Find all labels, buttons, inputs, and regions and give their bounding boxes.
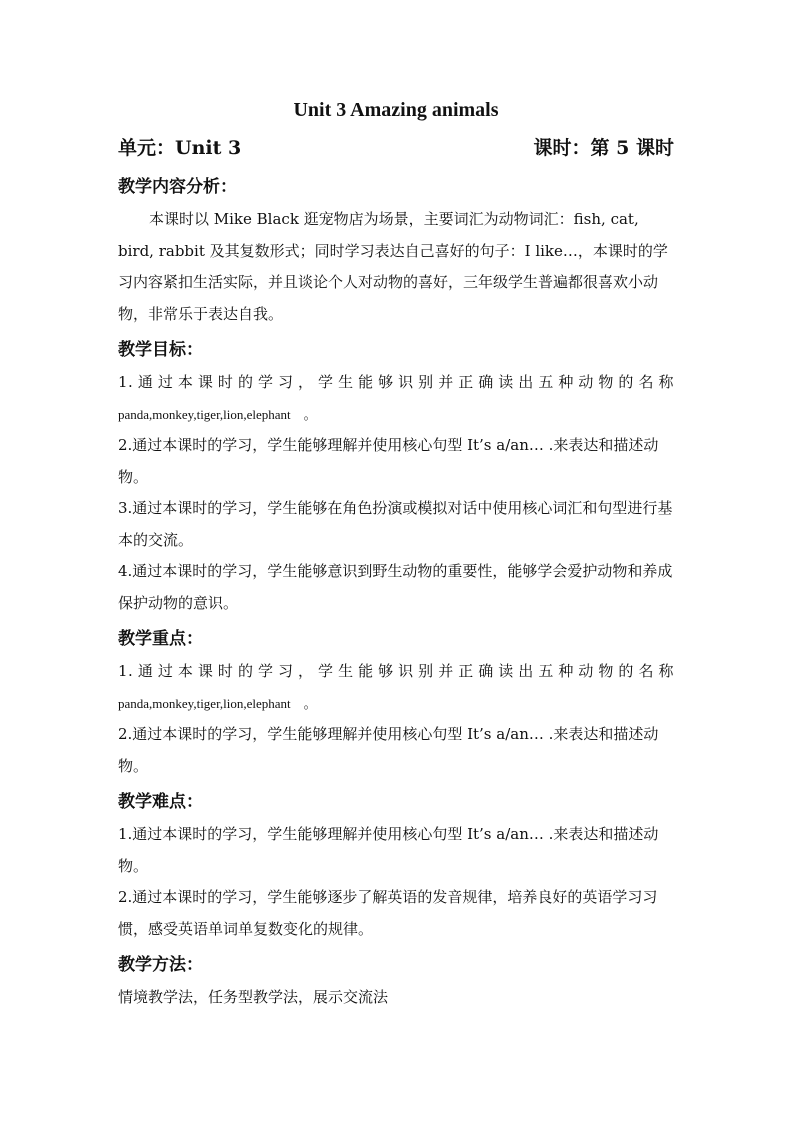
objective-1-line2: panda,monkey,tiger,lion,elephant 。: [118, 406, 317, 422]
heading-methods: 教学方法：: [118, 955, 203, 975]
unit-label: 单元：Unit 3: [118, 137, 242, 159]
objective-1-line1: 1.通过本课时的学习，学生能够识别并正确读出五种动物的名称: [118, 373, 674, 391]
document-title: Unit 3 Amazing animals: [293, 99, 499, 121]
key-point-2: 2.通过本课时的学习，学生能够理解并使用核心句型 It’s a/an… .来表达和描述动物。: [118, 725, 659, 775]
content-analysis-text: 本课时以 Mike Black 逛宠物店为场景，主要词汇为动物词汇：fish, cat, bird, rabbit 及其复数形式；同时学习表达自己喜好的句子：I like…，本课时的学习内容紧扣生活实际，并且谈论个人对动物的喜好，三年级学生普遍都很喜欢小动物，非常乐于表达自我。: [118, 210, 668, 323]
difficulty-1: 1.通过本课时的学习，学生能够理解并使用核心句型 It’s a/an… .来表达和描述动物。: [118, 825, 659, 875]
methods-text: 情境教学法，任务型教学法，展示交流法: [118, 988, 389, 1006]
document-body: [118, 170, 674, 1014]
key-point-1-line1: 1.通过本课时的学习，学生能够识别并正确读出五种动物的名称: [118, 662, 674, 680]
heading-key-points: 教学重点：: [118, 629, 203, 649]
lesson-label: 课时：第 5 课时: [533, 137, 674, 159]
key-point-1-line2: panda,monkey,tiger,lion,elephant 。: [118, 695, 317, 711]
heading-content-analysis: 教学内容分析：: [118, 177, 237, 197]
lesson-meta-row: [118, 134, 674, 162]
difficulty-2: 2.通过本课时的学习，学生能够逐步了解英语的发音规律，培养良好的英语学习习惯，感受英语单词单复数变化的规律。: [118, 888, 658, 938]
objective-3: 3.通过本课时的学习，学生能够在角色扮演或模拟对话中使用核心词汇和句型进行基本的交流。: [118, 499, 673, 549]
document-page: [118, 0, 674, 1123]
objective-2: 2.通过本课时的学习，学生能够理解并使用核心句型 It’s a/an… .来表达和描述动物。: [118, 436, 659, 486]
objective-4: 4.通过本课时的学习，学生能够意识到野生动物的重要性，能够学会爱护动物和养成保护动物的意识。: [118, 562, 673, 612]
heading-objectives: 教学目标：: [118, 340, 203, 360]
heading-difficulties: 教学难点：: [118, 792, 203, 812]
